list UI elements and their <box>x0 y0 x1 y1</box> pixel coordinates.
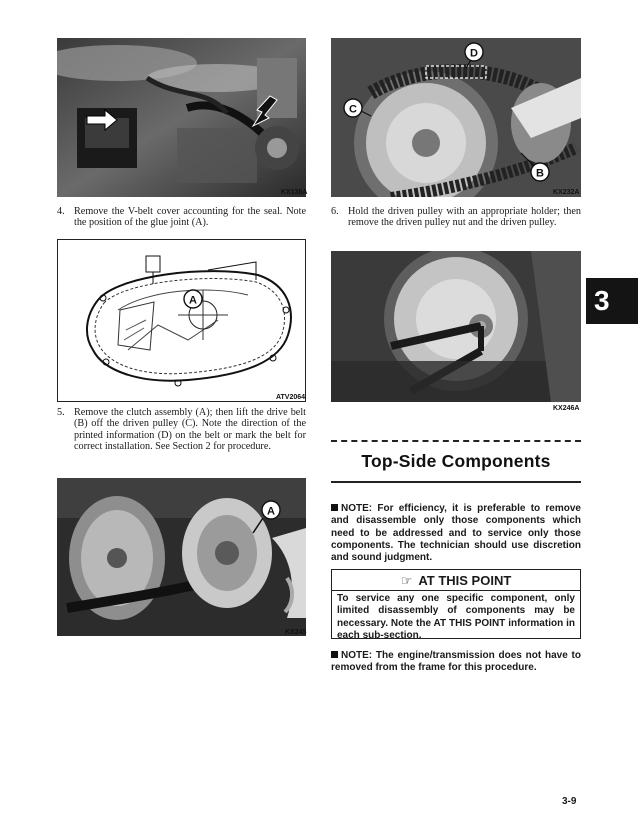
page-number: 3-9 <box>562 796 577 807</box>
figure-id: KX246A <box>553 405 580 412</box>
step-text: Hold the driven pulley with an appropriate holder; then remove the driven pulley nut and the driven pulley. <box>348 206 581 229</box>
photo-clutch-assembly <box>57 478 306 636</box>
figure-id: KX232A <box>553 189 580 196</box>
figure-id: KX138A <box>281 189 308 196</box>
step-number: 6. <box>331 206 339 217</box>
photo-v-belt-cover-area <box>57 38 306 197</box>
engine-photo-graphic <box>57 38 306 197</box>
callout-label: A <box>267 505 275 518</box>
note-text: NOTE: For efficiency, it is preferable to remove and disassemble only those components which need to be addressed and to service only those components. The technician should use discretion and sound judgment. <box>331 503 581 564</box>
v-belt-cover-drawing <box>58 240 305 401</box>
figure-id: ATV2064 <box>276 394 306 401</box>
chapter-tab: 3 <box>586 278 638 324</box>
note-bullet-icon <box>331 504 338 511</box>
section-top-rule <box>331 440 581 442</box>
pointing-hand-icon: ☞ <box>400 574 413 589</box>
figure-v-belt-cover-drawing <box>57 239 306 402</box>
step-4 <box>57 206 306 229</box>
at-this-point-header <box>332 570 580 591</box>
step-6 <box>331 206 581 229</box>
section-title: Top-Side Components <box>361 451 551 471</box>
note-engine-frame <box>331 650 581 675</box>
step-5 <box>57 407 306 453</box>
note-text: NOTE: The engine/transmission does not have to removed from the frame for this procedure. <box>331 650 581 674</box>
clutch-photo-graphic <box>57 478 306 636</box>
section-bottom-rule <box>331 481 581 483</box>
step-text: Remove the V-belt cover accounting for the seal. Note the position of the glue joint (A). <box>74 206 306 229</box>
callout-label: D <box>470 47 478 60</box>
note-efficiency <box>331 503 581 564</box>
driven-pulley-photo-graphic <box>331 251 581 402</box>
step-number: 5. <box>57 407 65 418</box>
callout-label: B <box>536 167 544 180</box>
at-this-point-text: To service any one specific component, only limited disassembly of components may be necessary. Note the AT THIS POINT information in each sub-section. <box>337 593 575 641</box>
callout-label: A <box>189 294 197 307</box>
photo-driven-pulley <box>331 251 581 402</box>
step-text: Remove the clutch assembly (A); then lift the drive belt (B) off the driven pulley (C). Note the direction of the printed information (D) on the belt or mark the belt for correct installation. See Section 2 for procedure. <box>74 407 306 453</box>
photo-drive-belt <box>331 38 581 197</box>
step-number: 4. <box>57 206 65 217</box>
at-this-point-box <box>331 569 581 639</box>
callout-label: C <box>349 103 357 116</box>
note-bullet-icon <box>331 651 338 658</box>
drive-belt-photo-graphic <box>331 38 581 197</box>
figure-id: KX245 <box>285 629 307 636</box>
at-this-point-title: AT THIS POINT <box>418 573 512 588</box>
